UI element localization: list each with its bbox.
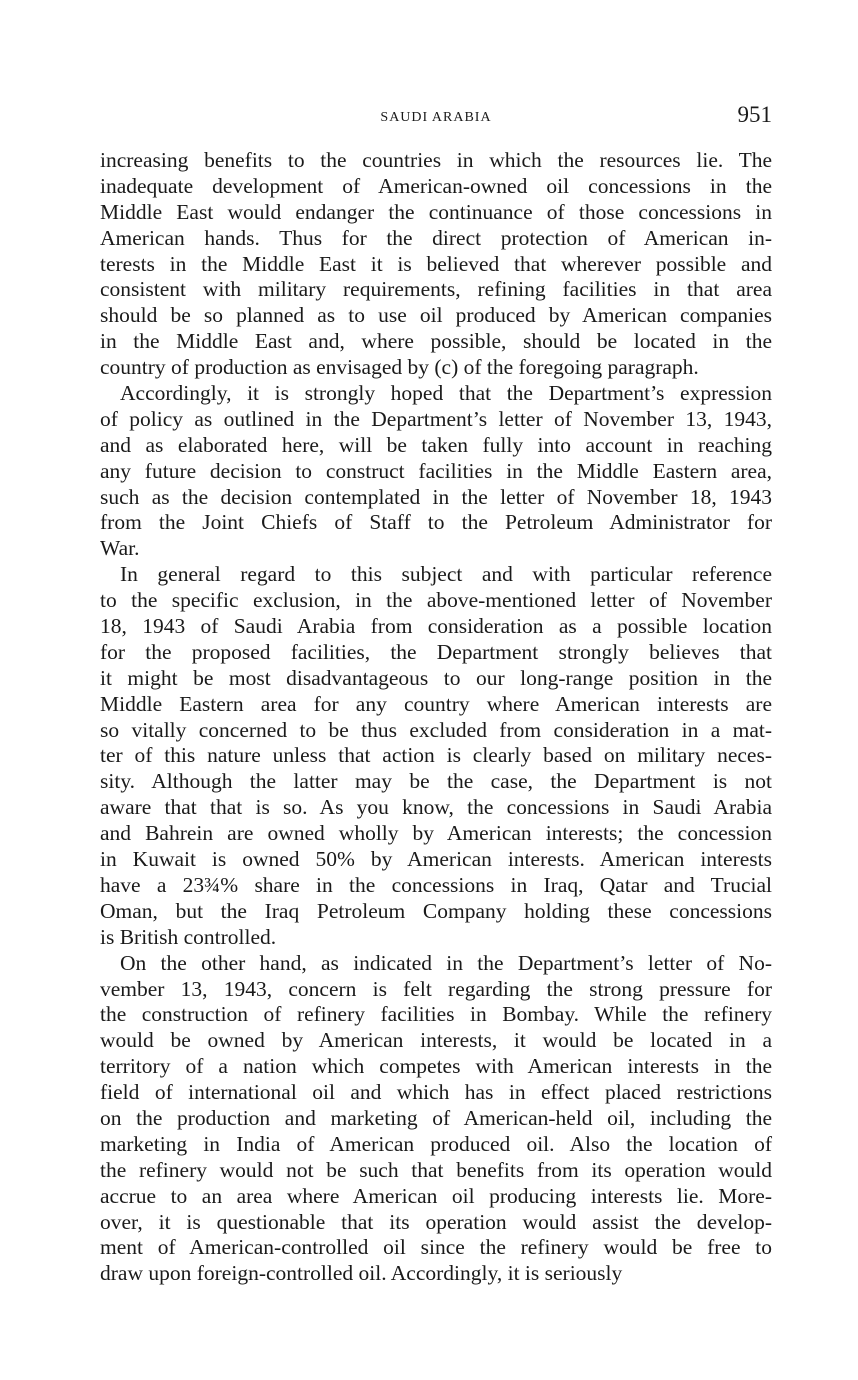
text-line: should be so planned as to use oil produced by American companies xyxy=(100,303,772,328)
paragraph xyxy=(100,951,772,1288)
text-line: increasing benefits to the countries in which the resources lie. The xyxy=(100,148,772,172)
text-line: territory of a nation which competes with American interests in the xyxy=(100,1054,772,1079)
text-line: inadequate development of American-owned oil concessions in the xyxy=(100,173,772,198)
text-line: is British controlled. xyxy=(100,924,277,949)
paragraph xyxy=(100,562,772,950)
paragraph xyxy=(100,381,772,562)
text-line: War. xyxy=(100,536,140,561)
page-number: 951 xyxy=(737,102,772,127)
page-header xyxy=(100,100,772,140)
text-line: any future decision to construct facilities in the Middle Eastern area, xyxy=(100,458,772,483)
body-text xyxy=(100,148,772,1287)
text-line: of policy as outlined in the Department’s letter of November 13, 1943, xyxy=(100,406,772,431)
text-line: vember 13, 1943, concern is felt regarding the strong pressure for xyxy=(100,976,772,1001)
text-line: over, it is questionable that its operation would assist the develop- xyxy=(100,1209,772,1234)
running-head: SAUDI ARABIA xyxy=(380,110,492,125)
text-line: the construction of refinery facilities in Bombay. While the refinery xyxy=(100,1002,772,1027)
text-line: ter of this nature unless that action is clearly based on military neces- xyxy=(100,743,772,768)
text-line: Oman, but the Iraq Petroleum Company holding these concessions xyxy=(100,898,772,923)
text-line: Middle Eastern area for any country where American interests are xyxy=(100,691,772,716)
text-line: on the production and marketing of American-held oil, including the xyxy=(100,1105,772,1130)
text-line: On the other hand, as indicated in the Department’s letter of No- xyxy=(120,950,772,975)
text-line: accrue to an area where American oil producing interests lie. More- xyxy=(100,1183,772,1208)
text-line: Accordingly, it is strongly hoped that the Department’s expression xyxy=(120,381,772,406)
text-line: it might be most disadvantageous to our long-range position in the xyxy=(100,665,772,690)
text-line: in Kuwait is owned 50% by American interests. American interests xyxy=(100,847,772,872)
text-line: draw upon foreign-controlled oil. Accordingly, it is seriously xyxy=(100,1261,623,1286)
text-line: from the Joint Chiefs of Staff to the Petroleum Administrator for xyxy=(100,510,772,535)
text-line: American hands. Thus for the direct protection of American in- xyxy=(100,225,772,250)
text-line: ment of American-controlled oil since the refinery would be free to xyxy=(100,1235,772,1260)
text-line: aware that that is so. As you know, the concessions in Saudi Arabia xyxy=(100,795,772,820)
text-line: terests in the Middle East it is believed that wherever possible and xyxy=(100,251,772,276)
text-line: for the proposed facilities, the Department strongly believes that xyxy=(100,639,772,664)
text-line: in the Middle East and, where possible, should be located in the xyxy=(100,329,772,354)
text-line: field of international oil and which has in effect placed restrictions xyxy=(100,1080,772,1105)
text-line: In general regard to this subject and with particular reference xyxy=(120,562,772,587)
text-line: such as the decision contemplated in the letter of November 18, 1943 xyxy=(100,484,772,509)
text-line: would be owned by American interests, it would be located in a xyxy=(100,1028,772,1053)
text-line: have a 23¾% share in the concessions in Iraq, Qatar and Trucial xyxy=(100,872,772,897)
text-line: and Bahrein are owned wholly by American interests; the concession xyxy=(100,821,772,846)
text-line: the refinery would not be such that benefits from its operation would xyxy=(100,1157,772,1182)
text-line: 18, 1943 of Saudi Arabia from consideration as a possible location xyxy=(100,614,772,639)
text-line: and as elaborated here, will be taken fully into account in reaching xyxy=(100,432,772,457)
text-line: country of production as envisaged by (c) of the foregoing paragraph. xyxy=(100,355,699,380)
paragraph xyxy=(100,148,772,381)
text-line: marketing in India of American produced oil. Also the location of xyxy=(100,1131,772,1156)
text-line: sity. Although the latter may be the case, the Department is not xyxy=(100,769,772,794)
text-line: to the specific exclusion, in the above-mentioned letter of November xyxy=(100,588,772,613)
text-line: Middle East would endanger the continuance of those concessions in xyxy=(100,199,772,224)
text-line: consistent with military requirements, refining facilities in that area xyxy=(100,277,772,302)
text-line: so vitally concerned to be thus excluded from consideration in a mat- xyxy=(100,717,772,742)
